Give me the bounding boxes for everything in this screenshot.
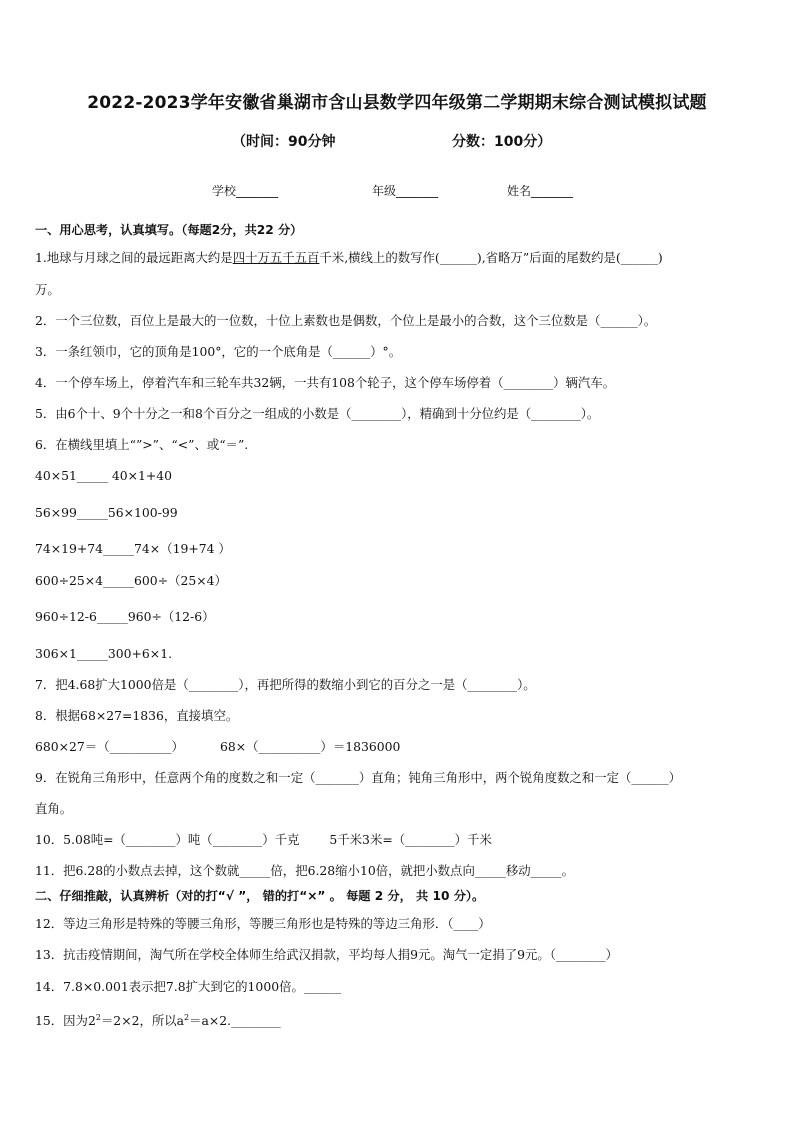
question-15-exponent: 2 — [95, 1013, 101, 1022]
question-1-text-a: 1.地球与月球之间的最远距离大约是 — [35, 250, 233, 265]
question-6-item: 600÷25×4_____600÷（25×4） — [35, 573, 227, 588]
question-6-item: 40×51_____ 40×1+40 — [35, 468, 173, 483]
question-6-item: 306×1_____300+6×1. — [35, 646, 173, 661]
page-title: 2022-2023学年安徽省巢湖市含山县数学四年级第二学期期末综合测试模拟试题 — [87, 93, 707, 113]
question-6-item: 960÷12-6_____960÷（12-6） — [35, 609, 215, 624]
question-10-part-a: 10．5.08吨=（________）吨（________）千克 — [35, 832, 300, 847]
question-12: 12．等边三角形是特殊的等腰三角形，等腰三角形也是特殊的等边三角形．（____） — [35, 916, 491, 931]
question-15-text-a: 15．因为2 — [35, 1013, 96, 1029]
question-15-text-c: ＝a×2.________ — [189, 1013, 281, 1029]
question-8-part-b: 68×（__________）＝1836000 — [219, 739, 401, 754]
question-1-continued: 万。 — [35, 282, 60, 297]
question-10-part-b: 5千米3米=（________）千米 — [329, 832, 492, 847]
question-11: 11．把6.28的小数点去掉，这个数就_____倍，把6.28缩小10倍，就把小数点向_____移动_____。 — [35, 863, 574, 878]
section-1-heading: 一、用心思考，认真填写。（每题2分，共22 分） — [35, 223, 303, 237]
question-10 — [35, 832, 765, 848]
question-15-exponent: 2 — [184, 1013, 190, 1022]
question-4: 4．一个停车场上，停着汽车和三轮车共32辆，一共有108个轮子，这个停车场停着（________）辆汽车。 — [35, 375, 616, 390]
question-6-item: 74×19+74_____74×（19+74 ） — [35, 541, 231, 556]
question-6-prompt: 6．在横线里填上“”>”、“<”、或“＝”. — [35, 437, 249, 452]
question-5: 5．由6个十、9个十分之一和8个百分之一组成的小数是（________），精确到十分位约是（________）。 — [35, 406, 600, 421]
question-15-text-b: ＝2×2，所以a — [100, 1013, 185, 1029]
question-6-item: 56×99_____56×100-99 — [35, 505, 178, 520]
question-1-underlined-number: 四十万五千五百 — [232, 250, 320, 265]
name-field: 姓名_______ — [507, 184, 574, 198]
question-8-prompt: 8．根据68×27=1836，直接填空。 — [35, 708, 239, 723]
question-3: 3．一条红领巾，它的顶角是100°，它的一个底角是（______）°。 — [35, 344, 402, 359]
section-2-heading: 二、仔细推敲，认真辨析（对的打“√ ”， 错的打“×” 。 每题 2 分， 共 10 分）。 — [35, 889, 485, 903]
school-field: 学校_______ — [212, 184, 279, 198]
question-9-continued: 直角。 — [35, 801, 73, 816]
question-15 — [35, 1010, 765, 1029]
question-13: 13．抗击疫情期间，淘气所在学校全体师生给武汉捐款，平均每人捐9元。淘气一定捐了9元。（________） — [35, 947, 618, 962]
exam-time: （时间：90分钟 — [232, 134, 336, 150]
grade-field: 年级_______ — [372, 184, 439, 198]
question-9: 9．在锐角三角形中，任意两个角的度数之和一定（_______）直角；钝角三角形中，两个锐角度数之和一定（______） — [35, 770, 681, 785]
exam-score: 分数：100分） — [452, 134, 552, 150]
question-8-part-a: 680×27＝（__________） — [35, 739, 184, 754]
question-1 — [35, 250, 765, 266]
question-8-answers — [35, 739, 765, 755]
question-2: 2．一个三位数，百位上是最大的一位数，十位上素数也是偶数，个位上是最小的合数，这个三位数是（______）。 — [35, 313, 657, 328]
question-7: 7．把4.68扩大1000倍是（________），再把所得的数缩小到它的百分之一是（________）。 — [35, 677, 536, 692]
question-14: 14．7.8×0.001表示把7.8扩大到它的1000倍。______ — [35, 979, 342, 994]
question-1-text-b: 千米,横线上的数写作(______),省略万”后面的尾数约是(______) — [319, 250, 663, 265]
